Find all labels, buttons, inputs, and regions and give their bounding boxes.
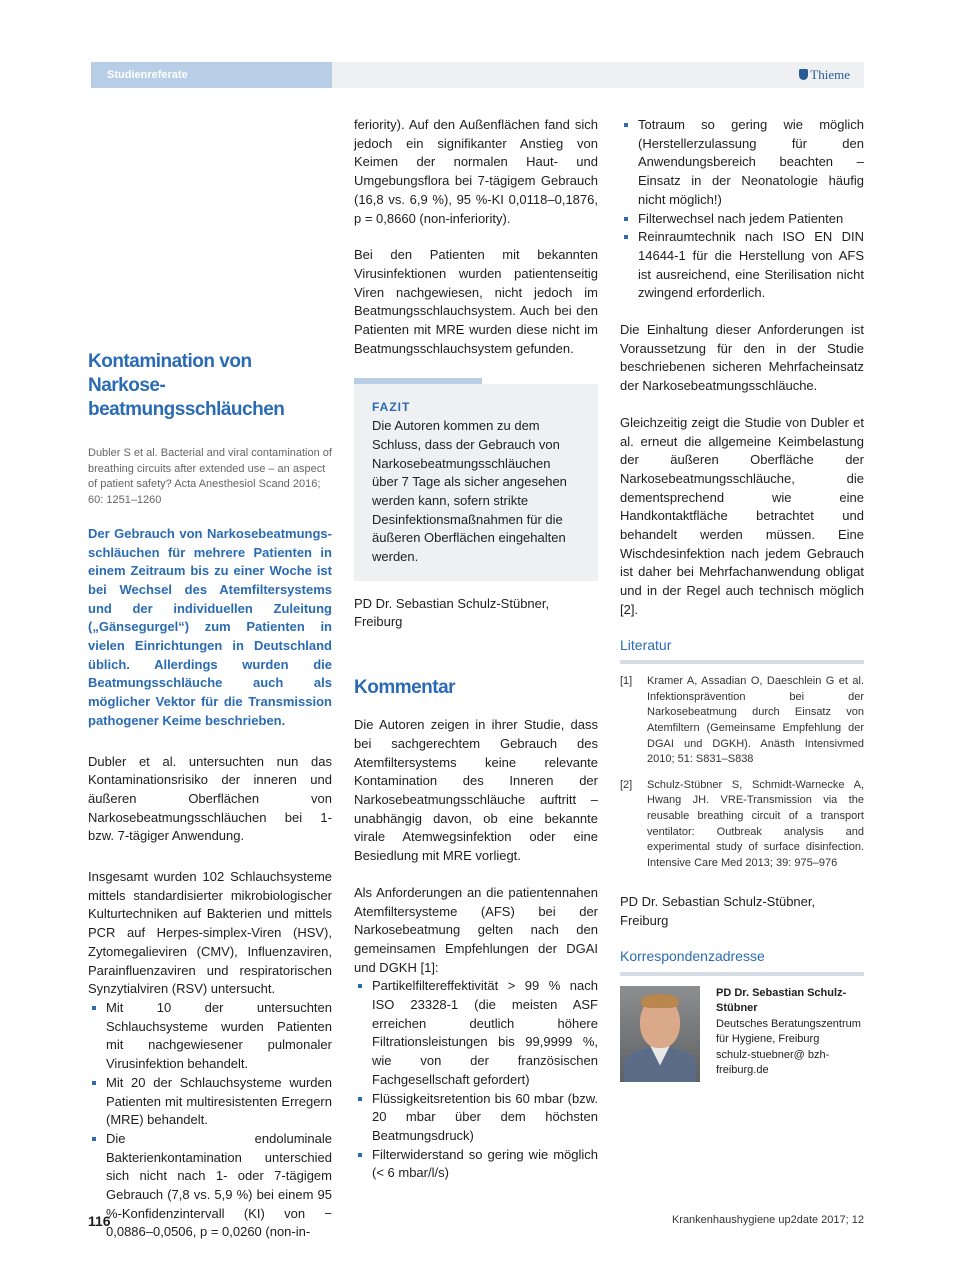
list-item: Totraum so gering wie möglich (Herstellerzulassung für den Anwendungsbereich beachten – Einsatz in der Neonatologie häufig nicht möglich!) bbox=[620, 116, 864, 210]
citation: Dubler S et al. Bacterial and viral contamination of breathing circuits after extended use – an aspect of patient safety? Acta Anesthesiol Scand 2016; 60: 1251–1260 bbox=[88, 447, 332, 507]
bullet-list bbox=[620, 116, 864, 303]
contact-email: schulz-stuebner@ bzh-freiburg.de bbox=[716, 1048, 830, 1077]
contact-name: PD Dr. Sebastian Schulz-Stübner bbox=[716, 986, 847, 1015]
reference-text: Schulz-Stübner S, Schmidt-Warnecke A, Hwang JH. VRE-Transmission via the reusable breathing circuit of a transport ventilator: Outbreak analysis and experimental study of surface disinfection. Intensive Care Med 2013; 39: 975–976 bbox=[647, 778, 864, 869]
list-item: Filterwechsel nach jedem Patienten bbox=[620, 210, 864, 229]
contact-block bbox=[620, 986, 864, 1082]
fazit-box bbox=[354, 384, 598, 580]
journal-reference: Krankenhaushygiene up2date 2017; 12 bbox=[671, 1214, 864, 1226]
fazit-title: FAZIT bbox=[372, 400, 411, 415]
kommentar-heading: Kommentar bbox=[354, 677, 456, 699]
column-3 bbox=[620, 116, 864, 1082]
paragraph: feriority). Auf den Außenflächen fand sich jedoch ein signifikanter Anstieg von Keimen der normalen Haut- und Umgebungsflora bei 7-tägigem Gebrauch (16,8 vs. 6,9 %), 95 %-KI 0,0118–0,1876, p = 0,8660 (non-inferiority). bbox=[354, 117, 598, 226]
contact-info bbox=[700, 986, 864, 1082]
thieme-shield-icon bbox=[799, 69, 808, 80]
reference-number: [1] bbox=[620, 675, 633, 688]
column-2 bbox=[354, 116, 598, 1183]
list-item: Partikelfiltereffektivität > 99 % nach ISO 23328-1 (die meisten ASF erreichen deutlich höhere Filtrationsleistungen bis 99,9999 %, wie von der französischen Fachgesellschaft gefordert) bbox=[354, 977, 598, 1089]
paragraph: Als Anforderungen an die patientennahen Atemfiltersysteme (AFS) bei der Narkosebeatmung gelten nach den gemeinsamen Empfehlungen der DGAI und DGKH [1]: bbox=[354, 884, 598, 975]
literatur-heading: Literatur bbox=[620, 636, 864, 665]
lead-paragraph: Der Gebrauch von Narkosebeatmungsschläuchen für mehrere Patienten in einem Zeitraum bis zu einer Woche ist bei Wechsel des Atemfiltersystems und der individuellen Zuleitung („Gänsegurgel“) zum Patienten in vielen Einrichtungen in Deutschland üblich. Allerdings wurden die Beatmungsschläuche auch als möglicher Vektor für die Transmission pathogener Keime beschrieben. bbox=[88, 525, 332, 728]
page-number: 116 bbox=[88, 1213, 111, 1229]
korrespondenz-heading: Korrespondenzadresse bbox=[620, 947, 864, 976]
reference-item bbox=[620, 778, 864, 872]
paragraph: Bei den Patienten mit bekannten Virusinfektionen wurden patientenseitig Viren nachgewiesen, nicht jedoch im Beatmungsschlauchsystem. Auch bei den Patienten mit MRE wurden diese nicht im Beatmungsschlauchsystem gefunden. bbox=[354, 247, 598, 356]
list-item: Die endoluminale Bakterienkontamination unterschied sich nicht nach 1- oder 7-tägigem Gebrauch (7,8 vs. 5,9 %) bei einem 95 %-Konfidenzintervall (KI) von − 0,0886–0,0506, p = 0,0260 (non-in- bbox=[88, 1130, 332, 1242]
paragraph: Die Einhaltung dieser Anforderungen ist Voraussetzung für den in der Studie beschriebenen sicheren Mehrfacheinsatz der Narkosebeatmungsschläuche. bbox=[620, 322, 864, 394]
contact-affiliation: Deutsches Beratungszentrum für Hygiene, Freiburg bbox=[716, 1017, 861, 1046]
reference-list bbox=[620, 674, 864, 871]
publisher-logo bbox=[799, 62, 850, 88]
author: PD Dr. Sebastian Schulz-Stübner, Freiburg bbox=[620, 894, 816, 929]
author: PD Dr. Sebastian Schulz-Stübner, Freiburg bbox=[354, 595, 550, 630]
paragraph: Gleichzeitig zeigt die Studie von Dubler et al. erneut die allgemeine Keimbelastung der äußeren Oberfläche der Narkosebeatmungsschläuche, die dementsprechend wie eine Handkontaktfläche betrachtet und behandelt werden müssen. Eine Wischdesinfektion nach jedem Gebrauch ist daher bei Mehrfachanwendung obligat und in der Regel auch technisch möglich [2]. bbox=[620, 414, 864, 617]
article-title: Kontamination von Narkosebeatmungsschläuchen bbox=[88, 351, 285, 420]
paragraph: Dubler et al. untersuchten nun das Kontaminationsrisiko der inneren und äußeren Oberflächen von Narkosebeatmungsschläuchen bei 1- bzw. 7-tägiger Anwendung. bbox=[88, 753, 332, 844]
reference-number: [2] bbox=[620, 778, 633, 791]
reference-text: Kramer A, Assadian O, Daeschlein G et al. Infektionsprävention bei der Narkosebeatmung durch Einsatz von Atemfiltern (Gemeinsame Empfehlung der DGAI und DGKH). Anästh Intensivmed 2010; 51: S831–S838 bbox=[647, 675, 864, 766]
paragraph: Insgesamt wurden 102 Schlauchsysteme mittels standardisierter mikrobiologischer Kulturtechniken auf Bakterien und mittels PCR auf Herpes-simplex-Viren (HSV), Zytomegalieviren (CMV), Influenzaviren, Parainfluenzaviren und respiratorischen Synzytialviren (RSV) untersucht. bbox=[88, 869, 332, 997]
logo-text: Thieme bbox=[810, 67, 850, 82]
paragraph: Die Autoren zeigen in ihrer Studie, dass bei sachgerechtem Gebrauch des Atemfiltersystems keine relevante Kontamination des Inneren der Narkosebeatmungsschläuche auftritt – unabhängig davon, ob eine bekannte virale Atemwegsinfektion oder eine Besiedlung mit MRE vorliegt. bbox=[354, 717, 598, 864]
header-bar bbox=[332, 62, 864, 88]
list-item: Flüssigkeitsretention bis 60 mbar (bzw. 20 mbar über dem höchsten Beatmungsdruck) bbox=[354, 1090, 598, 1146]
list-item: Reinraumtechnik nach ISO EN DIN 14644-1 für die Herstellung von AFS ist ausreichend, eine Sterilisation nicht zwingend erforderlich. bbox=[620, 228, 864, 303]
column-1 bbox=[88, 350, 332, 1242]
bullet-list bbox=[354, 977, 598, 1183]
section-label: Studienreferate bbox=[91, 62, 332, 88]
fazit-text: Die Autoren kommen zu dem Schluss, dass der Gebrauch von Narkosebeatmungsschläuchen über 7 Tage als sicher angesehen werden kann, sofern strikte Desinfektionsmaßnahmen für die äußeren Oberflächen eingehalten werden. bbox=[372, 418, 567, 565]
reference-item bbox=[620, 674, 864, 768]
bullet-list bbox=[88, 999, 332, 1242]
author-photo bbox=[620, 986, 700, 1082]
list-item: Filterwiderstand so gering wie möglich (< 6 mbar/l/s) bbox=[354, 1146, 598, 1183]
list-item: Mit 20 der Schlauchsysteme wurden Patienten mit multiresistenten Erregern (MRE) behandelt. bbox=[88, 1074, 332, 1130]
list-item: Mit 10 der untersuchten Schlauchsysteme wurden Patienten mit nachgewiesener pulmonaler Virusinfektion behandelt. bbox=[88, 999, 332, 1074]
